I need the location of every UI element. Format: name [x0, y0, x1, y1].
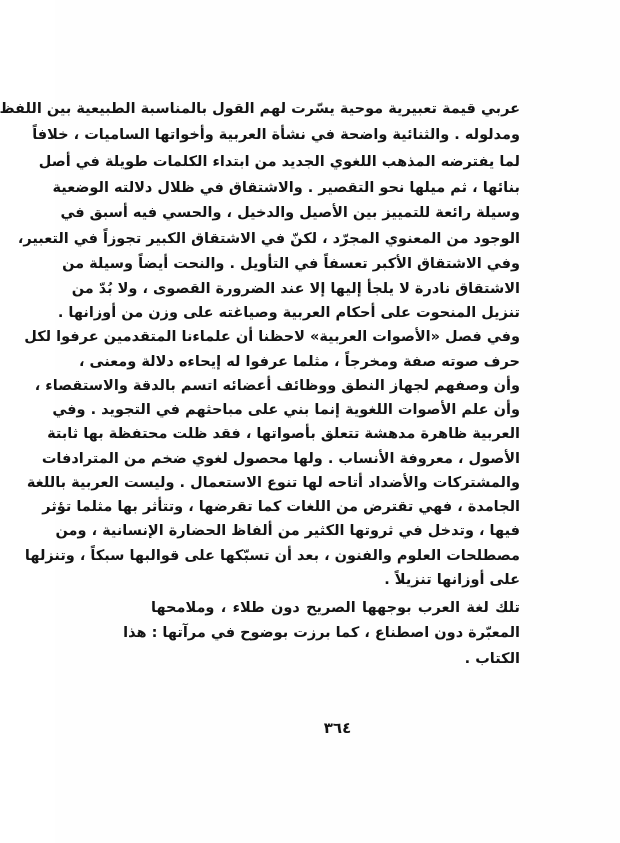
text-line: لما يفترضه المذهب اللغوي الجديد من ابتداء الكلمات طويلة في أصل [38, 154, 520, 170]
text-line: بنائها ، ثم ميلها نحو التقصير . والاشتقاق في ظلال دلالته الوضعية [52, 180, 520, 196]
text-line: وفي فصل «الأصوات العربية» لاحظنا أن علماءنا المتقدمين عرفوا لكل [24, 329, 520, 345]
text-line: تنزيل المنحوت على أحكام العربية وصياغته على وزن من أوزانها . [57, 305, 520, 321]
text-line: الوجود من المعنوي المجرّد ، لكنّ في الاشتقاق الكبير تجوزاً في التعبير، [17, 231, 520, 247]
text-line: وفي الاشتقاق الأكبر تعسفاً في التأويل . والنحت أيضاً وسيلة من [62, 256, 520, 272]
text-line: عربي قيمة تعبيرية موحية يسّرت لهم القول بالمناسبة الطبيعية بين اللفظ [0, 101, 520, 117]
text-line: المعبّرة دون اصطناع ، كما برزت بوضوح في مرآتها : هذا [123, 625, 520, 641]
text-line: العربية ظاهرة مدهشة تتعلق بأصواتها ، فقد ظلت محتفظة بها ثابتة [47, 426, 520, 442]
page-number: ٣٦٤ [323, 719, 352, 737]
text-line: الكتاب . [464, 651, 520, 667]
text-line: مصطلحات العلوم والفنون ، بعد أن تسبّكها على قوالبها سبكاً ، وتنزلها [24, 548, 520, 564]
text-line: فيها ، وتدخل في ثروتها الكثير من ألفاظ الحضارة الإنسانية ، ومن [55, 523, 520, 539]
text-line: الاشتقاق نادرة لا يلجأ إليها إلا عند الضرورة القصوى ، ولا بُدّ من [71, 281, 520, 297]
text-line: والمشتركات والأضداد أتاحه لها تنوع الاستعمال . وليست العربية باللغة [26, 475, 520, 491]
text-line: وأن وصفهم لجهاز النطق ووظائف أعضائه اتسم بالدقة والاستقصاء ، [34, 378, 520, 394]
text-line: تلك لغة العرب بوجهها الصريح دون طلاء ، وملامحها [151, 600, 520, 616]
text-line: وسيلة رائعة للتمييز بين الأصيل والدخيل ، والحسي فيه أسبق في [60, 205, 520, 221]
text-line: حرف صوته صفة ومخرجاً ، مثلما عرفوا له إيحاءه دلالة ومعنى ، [78, 354, 520, 370]
text-line: الجامدة ، فهي تقترض من اللغات كما تقرضها ، وتتأثر بها مثلما تؤثر [42, 499, 520, 515]
text-line: وأن علم الأصوات اللغوية إنما بني على مباحثهم في التجويد . وفي [52, 402, 520, 418]
text-line: على أوزانها تنزيلاً . [384, 572, 520, 588]
text-line: ومدلوله . والثنائية واضحة في نشأة العربية وأخواتها الساميات ، خلافاً [32, 127, 520, 143]
text-line: الأصول ، معروفة الأنساب . ولها محصول لغوي ضخم من المترادفات [41, 451, 520, 467]
